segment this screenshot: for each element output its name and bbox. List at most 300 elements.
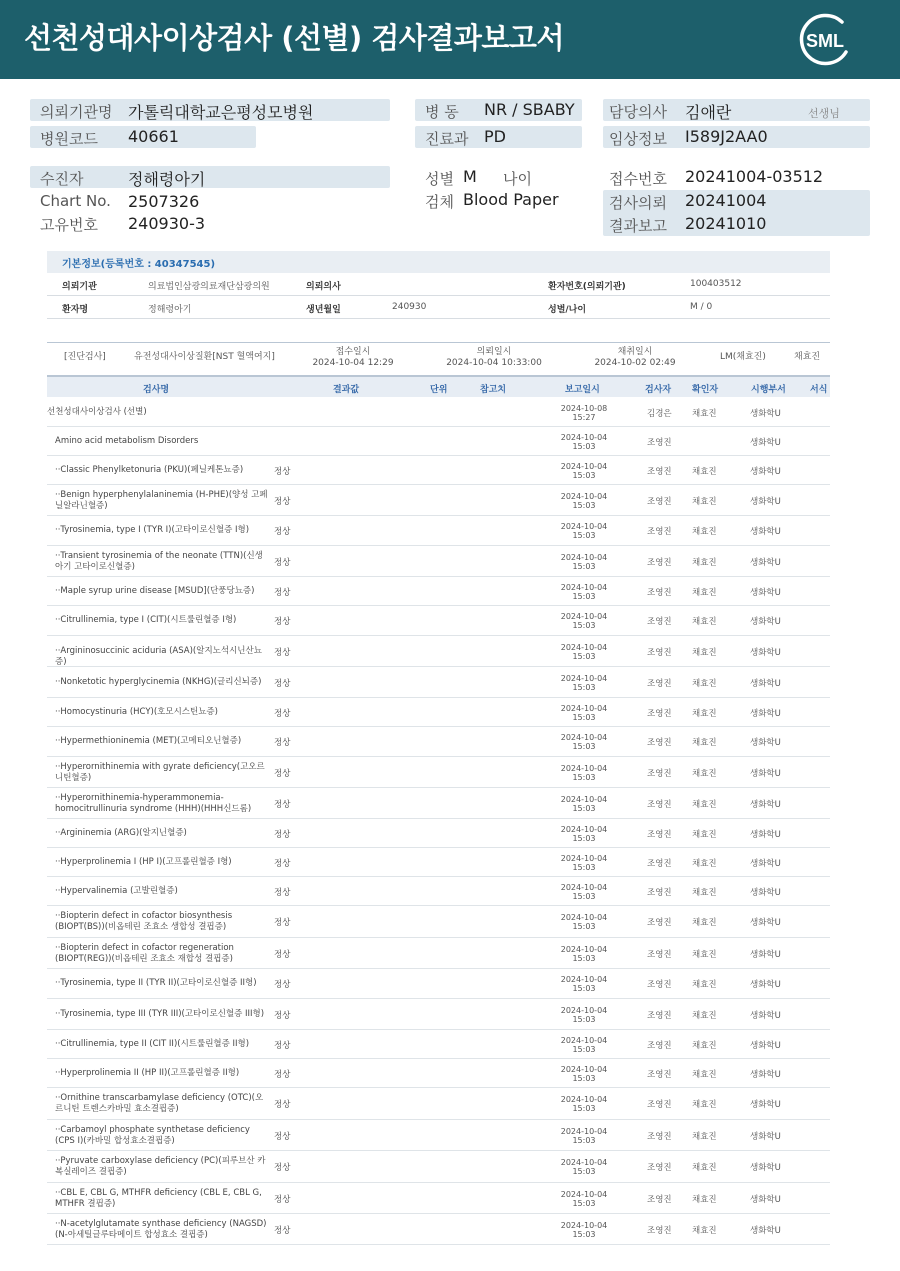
row-result: 정상: [274, 1131, 291, 1142]
row-test-name: ··Argininosuccinic aciduria (ASA)(알지노석시닌산뇨증): [55, 645, 262, 667]
row-report-clock: 15:03: [572, 1229, 596, 1239]
meta-test-name: 유전성대사이상질환[NST 혈액여지]: [134, 352, 275, 362]
row-tester: 조영진: [647, 496, 672, 507]
table-row: [47, 727, 830, 757]
receipt-no-label: 접수번호: [609, 170, 667, 188]
row-dept: 생화학U: [750, 738, 781, 748]
row-report-time: [554, 674, 614, 692]
row-tester: 조영진: [647, 768, 672, 779]
row-test-name: ··Classic Phenylketonuria (PKU)(페닐케톤뇨증): [55, 464, 244, 475]
row-tester: 조영진: [647, 918, 672, 928]
row-report-time: [554, 1190, 614, 1208]
row-dept: 생화학U: [750, 1100, 781, 1110]
table-row: [47, 1059, 830, 1088]
row-tester: 조영진: [647, 980, 672, 990]
row-tester: 조영진: [647, 858, 672, 869]
row-result: 정상: [274, 1069, 291, 1080]
row-report-date: 2024-10-04: [560, 824, 608, 834]
basic-institution-label: 의뢰기관: [62, 282, 97, 292]
table-row: [47, 1120, 830, 1151]
row-dept: 생화학U: [750, 768, 781, 779]
table-row: [47, 1088, 830, 1120]
row-confirmer: 채효진: [692, 1100, 717, 1110]
row-report-clock: 15:03: [572, 591, 596, 601]
row-test-name: Amino acid metabolism Disorders: [55, 435, 199, 446]
th-reference: 참고치: [480, 385, 507, 395]
row-report-clock: 15:03: [572, 891, 596, 901]
row-test-name: ··Nonketotic hyperglycinemia (NKHG)(글리신뇌증): [55, 676, 262, 687]
sex-label: 성별: [425, 170, 454, 188]
patient-label: 수진자: [40, 170, 84, 188]
th-name: 검사명: [143, 385, 170, 395]
row-report-time: [554, 975, 614, 993]
row-result: 정상: [274, 647, 291, 658]
row-dept: 생화학U: [750, 949, 781, 960]
report-date-value: 20241010: [685, 214, 767, 233]
row-dept: 생화학U: [750, 829, 781, 840]
row-dept: 생화학U: [750, 496, 781, 507]
row-report-date: 2024-10-04: [560, 1126, 608, 1136]
table-row: [47, 1214, 830, 1245]
row-confirmer: 채효진: [692, 408, 717, 419]
row-test-name: ··Hyperornithinemia-hyperammonemia-homocitrullinuria syndrome (HHH)(HHH신드롬): [55, 792, 252, 814]
row-test-name: ··N-acetylglutamate synthase deficiency (NAGSD)(N-아세틸글루타메이트 합성효소 결핍증): [55, 1218, 267, 1240]
th-result: 결과값: [333, 385, 360, 395]
row-report-time: [554, 612, 614, 630]
row-dept: 생화학U: [750, 1069, 781, 1080]
row-report-time: [554, 492, 614, 510]
th-sign: 서식: [810, 385, 828, 395]
row-confirmer: 채효진: [692, 1069, 717, 1080]
row-test-name: ··Tyrosinemia, type II (TYR II)(고타이로신혈증 II형): [55, 978, 257, 988]
institution-value: 가톨릭대학교은평성모병원: [128, 103, 314, 122]
table-row: [47, 516, 830, 546]
meta-lm: LM(채효진): [720, 352, 766, 362]
table-row: [47, 788, 830, 819]
unique-no-label: 고유번호: [40, 216, 98, 234]
row-report-clock: 15:03: [572, 922, 596, 931]
row-result: 정상: [274, 587, 291, 598]
hospital-code-label: 병원코드: [40, 130, 98, 148]
row-confirmer: 채효진: [692, 557, 717, 568]
row-dept: 생화학U: [750, 1194, 781, 1205]
row-dept: 생화학U: [750, 557, 781, 568]
row-report-clock: 15:03: [572, 441, 596, 451]
row-tester: 김경은: [647, 408, 672, 419]
row-dept: 생화학U: [750, 1225, 781, 1236]
row-report-clock: 15:03: [572, 682, 596, 692]
row-confirmer: 채효진: [692, 1040, 717, 1051]
row-report-date: 2024-10-04: [560, 882, 608, 892]
table-row: [47, 906, 830, 938]
row-dept: 생화학U: [750, 1131, 781, 1142]
table-row: [47, 938, 830, 969]
row-result: 정상: [274, 557, 291, 568]
meta-collected-value: 2024-10-02 02:49: [594, 358, 676, 368]
row-report-clock: 15:03: [572, 470, 596, 480]
ward-value: NR / SBABY: [484, 100, 575, 119]
row-report-clock: 15:03: [572, 1104, 596, 1113]
department-label: 진료과: [425, 130, 469, 148]
row-confirmer: 채효진: [692, 980, 717, 990]
row-dept: 생화학U: [750, 1040, 781, 1051]
basic-sexage-value: M / 0: [690, 302, 713, 312]
row-test-name: ··Ornithine transcarbamylase deficiency (OTC)(오르니틴 트렌스카바밀 효소결핍증): [55, 1093, 264, 1114]
row-report-date: 2024-10-04: [560, 1005, 608, 1015]
th-unit: 단위: [430, 385, 448, 395]
row-report-date: 2024-10-04: [560, 673, 608, 683]
basic-patient-label: 환자명: [62, 305, 89, 315]
row-confirmer: 채효진: [692, 678, 717, 689]
row-tester: 조영진: [647, 466, 672, 477]
row-confirmer: 채효진: [692, 708, 717, 719]
row-report-time: [554, 462, 614, 480]
row-report-clock: 15:03: [572, 803, 596, 813]
table-row: [47, 999, 830, 1030]
meta-collected-label: 채취일시: [617, 347, 653, 357]
row-tester: 조영진: [647, 678, 672, 689]
row-report-time: [554, 1095, 614, 1113]
row-dept: 생화학U: [750, 887, 781, 898]
patient-bg: [30, 166, 390, 188]
row-report-date: 2024-10-04: [560, 1158, 608, 1167]
report-date-label: 결과보고: [609, 217, 667, 235]
meta-received: [310, 347, 396, 369]
row-test-name: ··Maple syrup urine disease [MSUD](단풍당뇨증): [55, 585, 255, 596]
row-report-clock: 15:03: [572, 1167, 596, 1176]
row-report-clock: 15:03: [572, 772, 596, 782]
svg-text:SML: SML: [806, 31, 844, 51]
row-report-time: [554, 1158, 614, 1176]
table-row: [47, 606, 830, 636]
row-dept: 생화학U: [750, 678, 781, 689]
row-tester: 조영진: [647, 949, 672, 960]
row-tester: 조영진: [647, 1100, 672, 1110]
row-tester: 조영진: [647, 829, 672, 840]
row-confirmer: 채효진: [692, 949, 717, 960]
row-report-date: 2024-10-04: [560, 703, 608, 713]
row-tester: 조영진: [647, 1225, 672, 1236]
row-report-date: 2024-10-04: [560, 913, 608, 922]
patient-value: 정해령아기: [128, 170, 206, 189]
row-test-name: ··Hypervalinemia (고발린혈증): [55, 885, 178, 896]
row-tester: 조영진: [647, 1194, 672, 1205]
row-report-date: 2024-10-04: [560, 733, 608, 742]
sml-logo-icon: [796, 12, 854, 70]
row-dept: 생화학U: [750, 918, 781, 928]
row-result: 정상: [274, 527, 291, 537]
receipt-no-value: 20241004-03512: [685, 167, 824, 186]
row-result: 정상: [274, 918, 291, 928]
row-report-clock: 15:03: [572, 862, 596, 872]
row-report-time: [554, 825, 614, 843]
row-report-date: 2024-10-04: [560, 1220, 608, 1230]
meta-received-label: 접수일시: [335, 347, 371, 357]
row-dept: 생화학U: [750, 1010, 781, 1021]
row-confirmer: 채효진: [692, 738, 717, 748]
row-dept: 생화학U: [750, 647, 781, 658]
basic-birth-value: 240930: [392, 302, 427, 312]
basic-patient-no-label: 환자번호(의뢰기관): [548, 282, 626, 292]
row-report-clock: 15:03: [572, 1014, 596, 1024]
row-confirmer: 채효진: [692, 647, 717, 658]
row-confirmer: 채효진: [692, 496, 717, 507]
table-row: [47, 848, 830, 877]
row-tester: 조영진: [647, 738, 672, 748]
row-report-date: 2024-10-04: [560, 642, 608, 652]
table-row: [47, 819, 830, 848]
table-row: [47, 1183, 830, 1214]
meta-collected: [592, 347, 678, 369]
row-report-time: [554, 883, 614, 901]
row-report-date: 2024-10-04: [560, 522, 608, 531]
row-report-clock: 15:03: [572, 833, 596, 843]
row-confirmer: 채효진: [692, 1194, 717, 1205]
table-row: [47, 485, 830, 516]
request-date-label: 검사의뢰: [609, 194, 667, 212]
row-result: 정상: [274, 1100, 291, 1110]
department-value: PD: [484, 127, 506, 146]
row-test-name: ··Transient tyrosinemia of the neonate (TTN)(신생아기 고타이로신혈증): [55, 550, 263, 572]
th-report-time: 보고일시: [565, 385, 600, 395]
row-tester: 조영진: [647, 1131, 672, 1142]
row-confirmer: 채효진: [692, 1131, 717, 1142]
row-report-date: 2024-10-04: [560, 944, 608, 954]
row-report-clock: 15:03: [572, 1198, 596, 1208]
institution-label: 의뢰기관명: [40, 103, 113, 121]
row-report-time: [554, 854, 614, 872]
meta-requested-value: 2024-10-04 10:33:00: [446, 358, 542, 368]
row-report-clock: 15:03: [572, 1073, 596, 1083]
doctor-value: 김애란: [685, 103, 732, 122]
row-result: 정상: [274, 466, 291, 477]
basic-info-heading: [47, 251, 830, 273]
row-test-name: ··Biopterin defect in cofactor biosynthesis (BIOPT(BS))(비옵테린 조효소 생합성 결핍증): [55, 911, 233, 932]
row-result: 정상: [274, 887, 291, 898]
row-report-date: 2024-10-04: [560, 552, 608, 562]
th-dept: 시행부서: [751, 385, 786, 395]
row-report-clock: 15:03: [572, 561, 596, 571]
row-result: 정상: [274, 678, 291, 689]
row-tester: 조영진: [647, 647, 672, 658]
row-test-name: ··Hypermethioninemia (MET)(고메티오닌혈증): [55, 736, 242, 746]
basic-birth-label: 생년월일: [306, 305, 341, 315]
row-dept: 생화학U: [750, 1163, 781, 1173]
table-row: [47, 667, 830, 698]
row-report-date: 2024-10-04: [560, 1095, 608, 1104]
row-report-time: [554, 945, 614, 963]
unique-no-value: 240930-3: [128, 214, 206, 233]
row-report-time: [554, 433, 614, 451]
row-tester: 조영진: [647, 708, 672, 719]
row-dept: 생화학U: [750, 708, 781, 719]
doctor-suffix: 선생님: [808, 107, 840, 120]
table-row: [47, 757, 830, 788]
row-report-date: 2024-10-04: [560, 975, 608, 984]
row-tester: 조영진: [647, 1069, 672, 1080]
row-result: 정상: [274, 829, 291, 840]
row-result: 정상: [274, 980, 291, 990]
clinical-info-label: 임상정보: [609, 130, 667, 148]
row-result: 정상: [274, 1040, 291, 1051]
row-result: 정상: [274, 858, 291, 869]
meta-received-value: 2024-10-04 12:29: [312, 358, 394, 368]
row-report-date: 2024-10-04: [560, 763, 608, 773]
row-dept: 생화학U: [750, 527, 781, 537]
row-report-date: 2024-10-04: [560, 612, 608, 621]
row-report-date: 2024-10-04: [560, 491, 608, 501]
row-tester: 조영진: [647, 1040, 672, 1051]
row-dept: 생화학U: [750, 799, 781, 810]
row-report-time: [554, 1006, 614, 1024]
age-label: 나이: [503, 170, 532, 188]
row-tester: 조영진: [647, 1010, 672, 1021]
table-row: [47, 1030, 830, 1059]
basic-info-title: 기본정보(등록번호 : 40347545): [62, 259, 216, 270]
row-report-time: [554, 1127, 614, 1145]
row-test-name: ··Homocystinuria (HCY)(호모시스틴뇨증): [55, 706, 218, 717]
table-row: [47, 636, 830, 667]
row-result: 정상: [274, 768, 291, 779]
row-tester: 조영진: [647, 527, 672, 537]
row-report-clock: 15:03: [572, 742, 596, 751]
row-result: 정상: [274, 1010, 291, 1021]
row-result: 정상: [274, 496, 291, 507]
specimen-label: 검체: [425, 193, 454, 211]
row-test-name: ··Citrullinemia, type I (CIT)(시트룰린혈증 I형): [55, 615, 237, 625]
row-test-name: ··Hyperornithinemia with gyrate deficiency(고오르니틴혈증): [55, 761, 265, 783]
basic-institution-value: 의료법인삼광의료재단삼광의원: [148, 282, 270, 292]
specimen-value: Blood Paper: [463, 190, 559, 209]
table-row: [47, 969, 830, 999]
row-test-name: ··Hyperprolinemia I (HP I)(고프롤린혈증 I형): [55, 856, 232, 867]
row-report-clock: 15:03: [572, 1044, 596, 1054]
table-row: [47, 546, 830, 577]
row-dept: 생화학U: [750, 408, 781, 419]
row-dept: 생화학U: [750, 437, 781, 448]
basic-sexage-label: 성별/나이: [548, 305, 587, 315]
row-result: 정상: [274, 1194, 291, 1205]
row-confirmer: 채효진: [692, 466, 717, 477]
row-confirmer: 채효진: [692, 887, 717, 898]
row-tester: 조영진: [647, 887, 672, 898]
basic-divider: [47, 295, 830, 296]
ward-label: 병 동: [425, 103, 459, 121]
row-report-clock: 15:03: [572, 712, 596, 722]
row-test-name: ··Hyperprolinemia II (HP II)(고프롤린혈증 II형): [55, 1067, 240, 1078]
row-tester: 조영진: [647, 617, 672, 627]
row-confirmer: 채효진: [692, 1225, 717, 1236]
row-report-date: 2024-10-04: [560, 1189, 608, 1199]
basic-bottom-divider: [47, 318, 830, 319]
row-report-time: [554, 522, 614, 540]
row-report-time: [554, 1065, 614, 1083]
row-report-date: 2024-10-04: [560, 1064, 608, 1074]
row-test-name: ··Benign hyperphenylalaninemia (H-PHE)(양성 고페닐알라닌혈증): [55, 489, 268, 511]
row-test-name: 선천성대사이상검사 (선별): [47, 406, 147, 417]
meta-top-divider: [47, 342, 830, 343]
row-confirmer: 채효진: [692, 617, 717, 627]
hospital-code-value: 40661: [128, 127, 179, 146]
row-report-date: 2024-10-04: [560, 582, 608, 592]
row-dept: 생화학U: [750, 858, 781, 869]
results-table-header: [47, 375, 830, 397]
row-confirmer: 채효진: [692, 527, 717, 537]
row-report-clock: 15:03: [572, 1135, 596, 1145]
basic-patient-no-value: 100403512: [690, 279, 742, 289]
row-confirmer: 채효진: [692, 829, 717, 840]
table-row: [47, 877, 830, 906]
row-report-time: [554, 643, 614, 661]
th-confirmer: 확인자: [692, 385, 719, 395]
row-test-name: ··Pyruvate carboxylase deficiency (PC)(피루브산 카복실레이즈 결핍증): [55, 1156, 266, 1177]
row-report-time: [554, 553, 614, 571]
th-tester: 검사자: [645, 385, 672, 395]
row-test-name: ··Biopterin defect in cofactor regeneration (BIOPT(REG))(비옵테린 조효소 재합성 결핍증): [55, 942, 234, 964]
row-report-date: 2024-10-04: [560, 432, 608, 442]
request-date-value: 20241004: [685, 191, 767, 210]
row-report-time: [554, 795, 614, 813]
row-report-clock: 15:03: [572, 984, 596, 993]
table-row: [47, 456, 830, 485]
row-report-time: [554, 1221, 614, 1239]
row-test-name: ··Tyrosinemia, type III (TYR III)(고타이로신혈증 III형): [55, 1008, 265, 1019]
row-confirmer: 채효진: [692, 1163, 717, 1173]
report-title: 선천성대사이상검사 (선별) 검사결과보고서: [24, 21, 564, 55]
meta-signer: 채효진: [794, 352, 821, 362]
row-confirmer: 채효진: [692, 918, 717, 928]
row-dept: 생화학U: [750, 980, 781, 990]
row-result: 정상: [274, 617, 291, 627]
row-result: 정상: [274, 949, 291, 960]
meta-requested: [446, 347, 542, 369]
row-confirmer: 채효진: [692, 768, 717, 779]
basic-patient-value: 정해령아기: [148, 305, 192, 315]
row-tester: 조영진: [647, 1163, 672, 1173]
row-confirmer: 채효진: [692, 799, 717, 810]
row-dept: 생화학U: [750, 587, 781, 598]
row-report-time: [554, 913, 614, 931]
report-header: [0, 0, 900, 79]
row-report-clock: 15:03: [572, 651, 596, 661]
table-row: [47, 698, 830, 727]
row-report-time: [554, 733, 614, 751]
row-report-time: [554, 404, 614, 422]
row-report-date: 2024-10-04: [560, 794, 608, 804]
row-tester: 조영진: [647, 799, 672, 810]
row-test-name: ··Tyrosinemia, type I (TYR I)(고타이로신혈증 I형): [55, 525, 250, 535]
row-report-date: 2024-10-08: [560, 403, 608, 413]
table-row: [47, 398, 830, 427]
row-result: 정상: [274, 1163, 291, 1173]
meta-requested-label: 의뢰일시: [476, 347, 512, 357]
table-row: [47, 427, 830, 456]
row-test-name: ··Argininemia (ARG)(알지닌혈증): [55, 827, 187, 838]
row-result: 정상: [274, 738, 291, 748]
row-result: 정상: [274, 708, 291, 719]
row-report-clock: 15:03: [572, 500, 596, 510]
row-test-name: ··CBL E, CBL G, MTHFR deficiency (CBL E, CBL G, MTHFR 결핍증): [55, 1187, 262, 1209]
chart-no-label: Chart No.: [40, 192, 111, 210]
row-confirmer: 채효진: [692, 587, 717, 598]
row-test-name: ··Citrullinemia, type II (CIT II)(시트룰린혈증 II형): [55, 1038, 250, 1049]
doctor-label: 담당의사: [609, 103, 667, 121]
row-tester: 조영진: [647, 557, 672, 568]
row-dept: 생화학U: [750, 617, 781, 627]
row-confirmer: 채효진: [692, 858, 717, 869]
meta-diag-label: [진단검사]: [64, 352, 106, 362]
row-report-date: 2024-10-04: [560, 1035, 608, 1045]
